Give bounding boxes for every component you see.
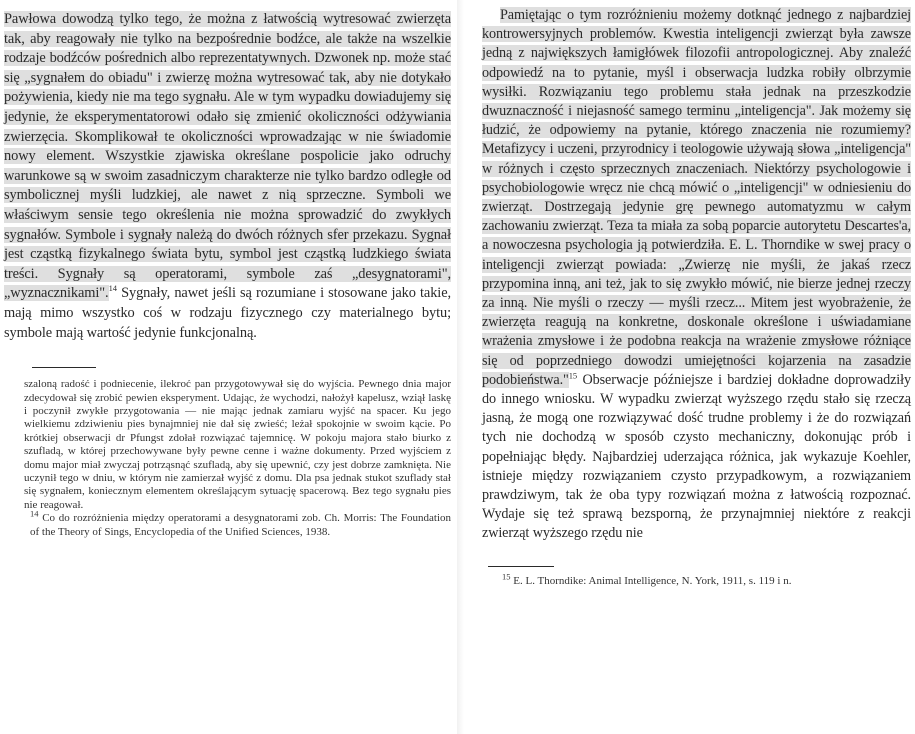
- footnote-14-text: Co do rozróżnienia między operatorami a desygnatorami zob. Ch. Morris: The Foundation of the Theory of Sings, Encyclopedia of the Unified Sciences, 1938.: [30, 512, 452, 538]
- right-paragraph-tail: Obserwacje późniejsze i bardziej dokładne doprowadziły do innego wniosku. W wypadku zwierząt wyższego rzędu stało się rzeczą jasną, że mogą one rozwiązywać dość trudne problemy i że do rozwiązań tych nie dochodzą w sposób czysto mechaniczny, dokonując prób i popełniając błędy. Najbardziej uderzająca różnica, jak wykazuje Koehler, istnieje między rozwiązaniem czysto przypadkowym, a rozwiązaniem prawdziwym, tak że oba typy rozwiązań można z łatwością rozpoznać. Wydaje się też sprawą bezsporną, że przynajmniej niektóre z reakcji zwierząt wyższego rzędu nie: [482, 371, 911, 542]
- footnote-14: [4, 508, 452, 539]
- right-page: [464, 0, 915, 734]
- footnote-13-continued: szaloną radość i podniecenie, ilekroć pan przygotowywał się do wyjścia. Pewnego dnia major zdecydował się zrobić pewien eksperyment. Udając, że wychodzi, nałożył kapelusz, wziął laskę i poczynił zwykłe przygotowania — nie mając jednak zamiaru wyjść na spacer. Ku jego wielkiemu zdziwieniu pies bynajmniej nie dał się zwieść; leżał spokojnie w swoim kącie. Po krótkiej obserwacji dr Pfungst zdołał rozwiązać tajemnicę. W pokoju majora stało biurko z szufladą, w której przechowywane były pewne cenne i ważne dokumenty. Przed wyjściem z domu major miał zwyczaj potrząsnąć szufladą, aby się upewnić, czy jest dobrze zamknięta. Nie uczynił tego w dniu, w którym nie zamierzał wyjść z domu. Dla psa jednak stukot szuflady stał się sygnałem, koniecznym elementem określającym sytuację spacerową. Bez tego sygnału pies nie reagował.: [24, 378, 451, 511]
- left-paragraph: Pawłowa dowodzą tylko tego, że można z łatwością wytresować zwierzęta tak, aby reagowały nie tylko na bezpośrednie bodźce, ale także na wszelkie rodzaje bodźców pośrednich albo reprezentatywnych. Dzwonek np. może stać się „sygnałem do obiadu" i zwierzę można wytresować tak, aby nie dotykało pożywienia, kiedy nie ma tego sygnału. Ale w tym wypadku dowiadujemy się jedynie, że eksperymentatorowi odało się zmienić okoliczności odżywiania zwierzęcia. Skomplikował te okoliczności wprowadzając w nie świadomie nowy element. Wszystkie zjawiska określane pospolicie jako odruchy warunkowe są w swoim zasadniczym charakterze nie tylko bardzo odległe od symbolicznej myśli ludzkiej, ale nawet z nią sprzeczne. Symboli we właściwym sensie tego określenia nie można sprowadzić do zwykłych sygnałów. Symbole i sygnały należą do dwóch różnych sfer przekazu. Sygnał jest cząstką fizykalnego świata bytu, symbol jest cząstką ludzkiego świata treści. Sygnały są operatorami, symbole zaś „desygnatorami", „wyznacznikami".: [4, 11, 451, 302]
- left-footnote-divider: [32, 367, 96, 368]
- left-footnotes: [4, 378, 451, 539]
- footnote-15: [482, 571, 911, 588]
- right-footnotes: [482, 571, 911, 588]
- right-paragraph: Pamiętając o tym rozróżnieniu możemy dotknąć jednego z najbardziej kontrowersyjnych problemów. Kwestia inteligencji zwierząt była zawsze jedną z największych łamigłówek filozofii antropologicznej. Aby znaleźć odpowiedź na to pytanie, myśl i obserwacja ludzka robiły olbrzymie wysiłki. Rozwiązaniu tego problemu stała jednak na przeszkodzie dwuznaczność i niejasność samego terminu „inteligencja". Jak możemy się łudzić, że odpowiemy na pytanie, którego znaczenia nie rozumiemy? Metafizycy i uczeni, przyrodnicy i teologowie używają słowa „inteligencja" w różnych i często sprzecznych znaczeniach. Niektórzy psychologowie i psychobiologowie wręcz nie chcą mówić o „inteligencji" w odniesieniu do zwierząt. Dostrzegają jedynie grę pewnego automatyzmu w całym zachowaniu zwierząt. Teza ta miała za sobą poparcie autorytetu Descartes'a, a nowoczesna psychologia ją potwierdziła. E. L. Thorndike w swej pracy o inteligencji zwierząt powiada: „Zwierzę nie myśli, że jakaś rzecz przypomina inną, ani też, jak to się zwykło mówić, nie bierze jednej rzeczy za inną. Nie myśli o rzeczy — myśli rzecz... Mitem jest wyobrażenie, że zwierzęta reagują na konkretne, doskonale określone i uświadamiane wrażenia zmysłowe i że podobna reakcja na wrażenie zmysłowe różniące się od poprzedniego dowodzi umiejętności kojarzenia na zasadzie podobieństwa.": [482, 7, 911, 388]
- left-paragraph-tail: Sygnały, nawet jeśli są rozumiane i stosowane jako takie, mają mimo wszystko coś w rodzaju fizycznego czy materialnego bytu; symbole mają wartość jedynie funkcjonalną.: [4, 285, 451, 341]
- right-main-text: [482, 6, 911, 544]
- footnote-15-mark: 15: [502, 571, 511, 582]
- left-main-text: [4, 10, 451, 343]
- footnote-14-mark: 14: [30, 508, 39, 519]
- footnote-ref-14: 14: [108, 283, 117, 294]
- footnote-ref-15: 15: [568, 370, 578, 381]
- left-page: [0, 0, 457, 734]
- right-footnote-divider: [488, 566, 554, 567]
- footnote-15-text: E. L. Thorndike: Animal Intelligence, N. York, 1911, s. 119 i n.: [513, 574, 792, 587]
- book-gutter: [457, 0, 464, 734]
